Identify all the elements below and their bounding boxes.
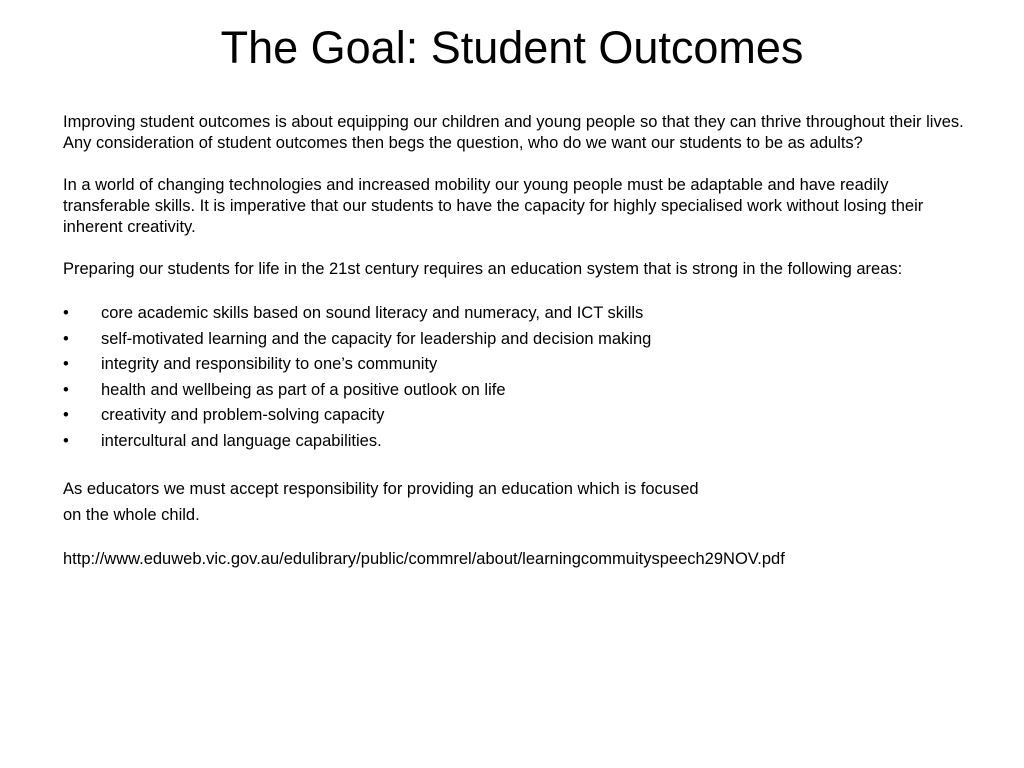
bullet-icon: • bbox=[63, 355, 69, 374]
technology-paragraph: In a world of changing technologies and increased mobility our young people must be adaptable and have readily transferable skills. It is imperative that our students to have the capacity for highly specialised work without losing their inherent creativity. bbox=[63, 176, 924, 236]
closing-line-2: on the whole child. bbox=[63, 505, 200, 524]
list-item-text: core academic skills based on sound literacy and numeracy, and ICT skills bbox=[101, 304, 644, 322]
list-item bbox=[63, 352, 973, 378]
closing-paragraph bbox=[63, 476, 973, 528]
bullet-icon: • bbox=[63, 406, 69, 425]
outcome-list bbox=[63, 301, 973, 455]
areas-paragraph: Preparing our students for life in the 21st century requires an education system that is strong in the following areas: bbox=[63, 260, 903, 278]
list-item-text: health and wellbeing as part of a positive outlook on life bbox=[101, 380, 506, 399]
slide-body bbox=[63, 112, 973, 591]
bullet-icon: • bbox=[63, 329, 69, 348]
intro-paragraph: Improving student outcomes is about equipping our children and young people so that they can thrive throughout their lives. Any consideration of student outcomes then begs the question, who do we want our students to be as adults? bbox=[63, 113, 964, 152]
bullet-icon: • bbox=[63, 431, 69, 450]
list-item-text: intercultural and language capabilities. bbox=[101, 431, 382, 450]
list-item bbox=[63, 403, 973, 429]
bullet-icon: • bbox=[63, 304, 69, 322]
list-item bbox=[63, 429, 973, 455]
source-url-link[interactable]: http://www.eduweb.vic.gov.au/edulibrary/public/commrel/about/learningcommuityspeech29NOV.pdf bbox=[63, 549, 785, 568]
source-citation bbox=[63, 549, 973, 570]
slide-title: The Goal: Student Outcomes bbox=[220, 22, 804, 73]
list-item bbox=[63, 327, 973, 353]
list-item-text: creativity and problem-solving capacity bbox=[101, 406, 385, 425]
list-item-text: integrity and responsibility to one’s community bbox=[101, 355, 438, 374]
list-item bbox=[63, 301, 973, 327]
list-item bbox=[63, 378, 973, 404]
list-item-text: self-motivated learning and the capacity for leadership and decision making bbox=[101, 329, 652, 348]
bullet-icon: • bbox=[63, 380, 69, 399]
closing-line-1: As educators we must accept responsibility for providing an education which is focused bbox=[63, 479, 699, 498]
